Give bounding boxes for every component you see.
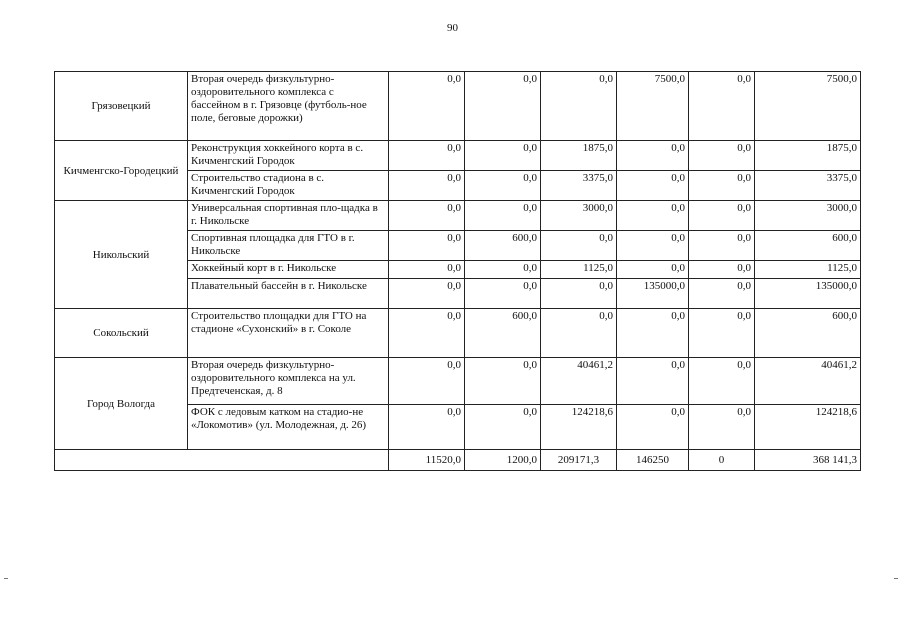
value-cell-5: 0,0	[689, 72, 755, 141]
project-cell: Вторая очередь физкультурно-оздоровительного комплекса на ул. Предтеченская, д. 8	[188, 358, 389, 405]
value-cell-2: 0,0	[465, 171, 541, 201]
district-cell: Грязовецкий	[55, 72, 188, 141]
value-cell-1: 0,0	[389, 309, 465, 358]
value-cell-2: 0,0	[465, 405, 541, 450]
total-cell: 3375,0	[755, 171, 861, 201]
value-cell-1: 0,0	[389, 231, 465, 261]
total-cell: 40461,2	[755, 358, 861, 405]
total-cell: 600,0	[755, 231, 861, 261]
value-cell-1: 0,0	[389, 72, 465, 141]
value-cell-5: 0,0	[689, 405, 755, 450]
value-cell-5: 0,0	[689, 309, 755, 358]
value-cell-4: 0,0	[617, 405, 689, 450]
district-cell: Кичменгско-Городецкий	[55, 141, 188, 201]
total-cell: 1125,0	[755, 261, 861, 279]
table-row	[55, 141, 861, 171]
project-cell: Строительство площадки для ГТО на стадионе «Сухонский» в г. Соколе	[188, 309, 389, 358]
value-cell-1: 0,0	[389, 261, 465, 279]
project-cell: ФОК с ледовым катком на стадио-не «Локомотив» (ул. Молодежная, д. 26)	[188, 405, 389, 450]
value-cell-1: 0,0	[389, 141, 465, 171]
value-cell-3: 40461,2	[541, 358, 617, 405]
value-cell-4: 0,0	[617, 201, 689, 231]
value-cell-1: 0,0	[389, 171, 465, 201]
value-cell-2: 0,0	[465, 261, 541, 279]
page-number: 90	[447, 22, 458, 34]
table-row	[55, 358, 861, 405]
value-cell-5: 0,0	[689, 358, 755, 405]
total-cell: 600,0	[755, 309, 861, 358]
value-cell-3: 0,0	[541, 279, 617, 309]
grand-total: 368 141,3	[755, 450, 861, 471]
value-cell-3: 0,0	[541, 309, 617, 358]
district-cell: Сокольский	[55, 309, 188, 358]
total-value-3: 209171,3	[541, 450, 617, 471]
value-cell-3: 1875,0	[541, 141, 617, 171]
value-cell-5: 0,0	[689, 201, 755, 231]
scan-artifact-right	[894, 578, 898, 579]
budget-table	[54, 71, 861, 471]
totals-row	[55, 450, 861, 471]
value-cell-5: 0,0	[689, 231, 755, 261]
total-cell: 124218,6	[755, 405, 861, 450]
total-cell: 1875,0	[755, 141, 861, 171]
value-cell-1: 0,0	[389, 358, 465, 405]
value-cell-2: 600,0	[465, 231, 541, 261]
value-cell-5: 0,0	[689, 141, 755, 171]
value-cell-4: 7500,0	[617, 72, 689, 141]
total-cell: 3000,0	[755, 201, 861, 231]
value-cell-2: 0,0	[465, 141, 541, 171]
project-cell: Вторая очередь физкультурно-оздоровительного комплекса с бассейном в г. Грязовце (футболь-ное поле, беговые дорожки)	[188, 72, 389, 141]
value-cell-2: 600,0	[465, 309, 541, 358]
total-cell: 135000,0	[755, 279, 861, 309]
value-cell-4: 0,0	[617, 358, 689, 405]
value-cell-5: 0,0	[689, 171, 755, 201]
value-cell-3: 0,0	[541, 231, 617, 261]
table-row	[55, 72, 861, 141]
scan-artifact-left	[4, 578, 8, 579]
project-cell: Универсальная спортивная пло-щадка в г. Никольске	[188, 201, 389, 231]
value-cell-3: 1125,0	[541, 261, 617, 279]
table-row	[55, 201, 861, 231]
project-cell: Реконструкция хоккейного корта в с. Кичменгский Городок	[188, 141, 389, 171]
totals-label-cell	[55, 450, 389, 471]
value-cell-4: 0,0	[617, 141, 689, 171]
total-value-1: 11520,0	[389, 450, 465, 471]
value-cell-4: 0,0	[617, 231, 689, 261]
project-cell: Плавательный бассейн в г. Никольске	[188, 279, 389, 309]
total-cell: 7500,0	[755, 72, 861, 141]
value-cell-1: 0,0	[389, 279, 465, 309]
project-cell: Строительство стадиона в с. Кичменгский Городок	[188, 171, 389, 201]
value-cell-5: 0,0	[689, 279, 755, 309]
value-cell-2: 0,0	[465, 201, 541, 231]
value-cell-1: 0,0	[389, 405, 465, 450]
value-cell-3: 124218,6	[541, 405, 617, 450]
value-cell-3: 0,0	[541, 72, 617, 141]
total-value-4: 146250	[617, 450, 689, 471]
value-cell-5: 0,0	[689, 261, 755, 279]
project-cell: Хоккейный корт в г. Никольске	[188, 261, 389, 279]
value-cell-4: 135000,0	[617, 279, 689, 309]
district-cell: Никольский	[55, 201, 188, 309]
table-row	[55, 309, 861, 358]
total-value-2: 1200,0	[465, 450, 541, 471]
value-cell-1: 0,0	[389, 201, 465, 231]
value-cell-2: 0,0	[465, 72, 541, 141]
total-value-5: 0	[689, 450, 755, 471]
value-cell-3: 3000,0	[541, 201, 617, 231]
district-cell: Город Вологда	[55, 358, 188, 450]
value-cell-4: 0,0	[617, 309, 689, 358]
value-cell-4: 0,0	[617, 171, 689, 201]
value-cell-4: 0,0	[617, 261, 689, 279]
value-cell-3: 3375,0	[541, 171, 617, 201]
project-cell: Спортивная площадка для ГТО в г. Никольске	[188, 231, 389, 261]
value-cell-2: 0,0	[465, 279, 541, 309]
value-cell-2: 0,0	[465, 358, 541, 405]
